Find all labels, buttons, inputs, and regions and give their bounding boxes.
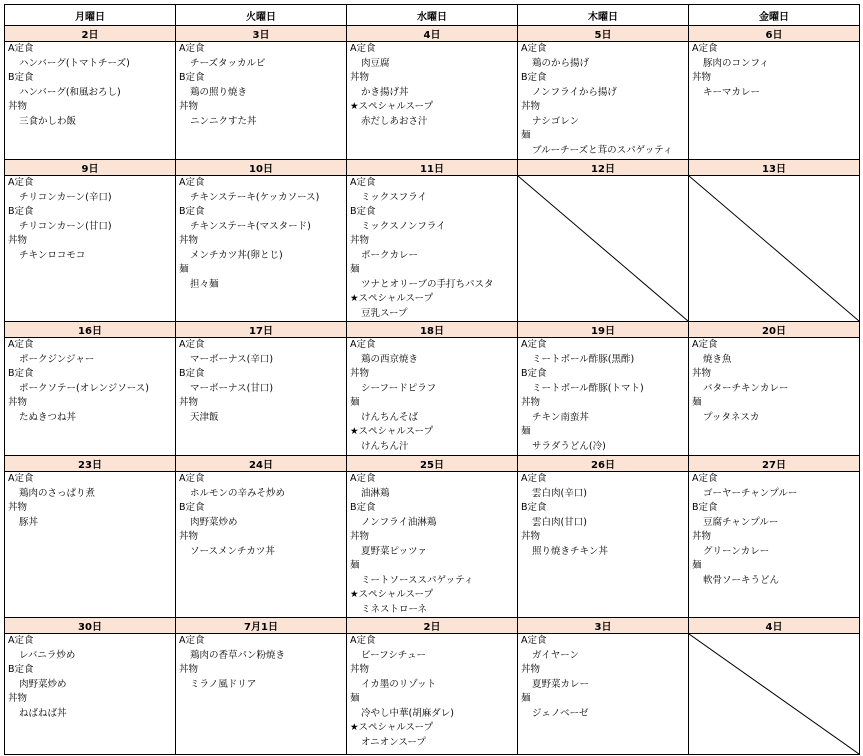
menu-category-label: 丼物 bbox=[8, 693, 28, 704]
day-menu-cell bbox=[5, 472, 176, 618]
menu-dish-name: ねばねば丼 bbox=[19, 707, 67, 719]
menu-category-label: A定食 bbox=[179, 473, 205, 484]
date-cell: 2日 bbox=[5, 26, 176, 42]
menu-dish-name: 鶏の照り焼き bbox=[190, 86, 248, 98]
menu-dish-name: ガイヤーン bbox=[532, 649, 580, 661]
menu-dish-name: 天津飯 bbox=[190, 411, 219, 423]
date-cell: 2日 bbox=[347, 618, 518, 634]
date-cell: 20日 bbox=[689, 322, 860, 338]
date-cell: 30日 bbox=[5, 618, 176, 634]
day-menu-cell bbox=[347, 634, 518, 755]
day-menu-cell bbox=[176, 472, 347, 618]
date-cell: 7月1日 bbox=[176, 618, 347, 634]
no-service-cell bbox=[689, 176, 860, 322]
menu-dish-name: グリーンカレー bbox=[703, 545, 770, 557]
date-cell: 10日 bbox=[176, 160, 347, 176]
menu-dish-name: 雲白肉(甘口) bbox=[532, 516, 587, 528]
menu-category-label: A定食 bbox=[521, 473, 547, 484]
date-cell: 11日 bbox=[347, 160, 518, 176]
day-menu-cell bbox=[347, 338, 518, 456]
date-cell: 9日 bbox=[5, 160, 176, 176]
menu-category-label: 麺 bbox=[692, 560, 702, 571]
date-cell: 12日 bbox=[518, 160, 689, 176]
menu-category-label: 丼物 bbox=[179, 664, 199, 675]
menu-category-label: A定食 bbox=[521, 339, 547, 350]
day-menu-cell bbox=[5, 176, 176, 322]
menu-category-label: B定食 bbox=[8, 206, 34, 217]
menu-dish-name: 肉野菜炒め bbox=[190, 516, 238, 528]
menu-category-label: 麺 bbox=[179, 264, 189, 275]
menu-category-label: B定食 bbox=[521, 368, 547, 379]
menu-dish-name: 鶏のから揚げ bbox=[532, 57, 590, 69]
date-cell: 6日 bbox=[689, 26, 860, 42]
menu-category-label: A定食 bbox=[350, 339, 376, 350]
menu-category-label: B定食 bbox=[521, 502, 547, 513]
menu-category-label: B定食 bbox=[521, 72, 547, 83]
date-cell: 19日 bbox=[518, 322, 689, 338]
menu-dish-name: 鶏肉のさっぱり煮 bbox=[19, 487, 96, 499]
menu-category-label: B定食 bbox=[8, 664, 34, 675]
menu-dish-name: キーマカレー bbox=[703, 86, 761, 98]
menu-category-label: B定食 bbox=[8, 368, 34, 379]
menu-category-label: 丼物 bbox=[350, 664, 370, 675]
menu-dish-name: 冷やし中華(胡麻ダレ) bbox=[361, 707, 454, 719]
menu-category-label: B定食 bbox=[692, 502, 718, 513]
menu-category-label: 丼物 bbox=[8, 397, 28, 408]
date-cell: 4日 bbox=[689, 618, 860, 634]
menu-category-label: 丼物 bbox=[179, 531, 199, 542]
menu-category-label: A定食 bbox=[179, 43, 205, 54]
menu-category-label: 丼物 bbox=[350, 72, 370, 83]
date-row bbox=[5, 160, 860, 176]
menu-category-label: 丼物 bbox=[521, 397, 541, 408]
menu-dish-name: 軟骨ソーキうどん bbox=[703, 574, 780, 586]
menu-category-label: 丼物 bbox=[521, 664, 541, 675]
menu-category-label: 丼物 bbox=[350, 531, 370, 542]
menu-dish-name: ツナとオリーブの手打ちパスタ bbox=[361, 278, 494, 290]
day-menu-cell bbox=[176, 634, 347, 755]
menu-dish-name: ミートソーススパゲッティ bbox=[361, 574, 474, 586]
menu-category-label: A定食 bbox=[692, 339, 718, 350]
day-menu-cell bbox=[5, 634, 176, 755]
menu-category-label: 麺 bbox=[521, 426, 531, 437]
menu-dish-name: チキンステーキ(マスタード) bbox=[190, 220, 311, 232]
menu-dish-name: ミートボール酢豚(黒酢) bbox=[532, 353, 635, 365]
date-cell: 25日 bbox=[347, 456, 518, 472]
menu-category-label: 丼物 bbox=[692, 368, 712, 379]
menu-dish-name: 肉野菜炒め bbox=[19, 678, 67, 690]
menu-row bbox=[5, 176, 860, 322]
menu-category-label: 麺 bbox=[692, 397, 702, 408]
no-service-slash-icon bbox=[689, 176, 859, 321]
menu-dish-name: ミートボール酢豚(トマト) bbox=[532, 382, 644, 394]
menu-category-label: ★スペシャルスープ bbox=[350, 722, 434, 733]
menu-category-label: B定食 bbox=[8, 72, 34, 83]
menu-category-label: A定食 bbox=[8, 339, 34, 350]
menu-dish-name: マーボーナス(甘口) bbox=[190, 382, 274, 394]
menu-category-label: ★スペシャルスープ bbox=[350, 426, 434, 437]
menu-category-label: B定食 bbox=[179, 368, 205, 379]
menu-dish-name: 鶏の西京焼き bbox=[361, 353, 419, 365]
menu-dish-name: チーズタッカルビ bbox=[190, 57, 266, 69]
menu-dish-name: ノンフライから揚げ bbox=[532, 86, 617, 98]
menu-category-label: 丼物 bbox=[8, 235, 28, 246]
date-cell: 27日 bbox=[689, 456, 860, 472]
menu-category-label: 麺 bbox=[350, 397, 360, 408]
menu-dish-name: 夏野菜ピッツァ bbox=[361, 545, 428, 557]
date-row bbox=[5, 322, 860, 338]
menu-category-label: A定食 bbox=[350, 635, 376, 646]
menu-category-label: 丼物 bbox=[179, 235, 199, 246]
menu-category-label: B定食 bbox=[179, 502, 205, 513]
menu-category-label: A定食 bbox=[350, 177, 376, 188]
menu-category-label: A定食 bbox=[8, 43, 34, 54]
menu-dish-name: 豚肉のコンフィ bbox=[703, 57, 769, 69]
date-row bbox=[5, 618, 860, 634]
menu-category-label: B定食 bbox=[179, 72, 205, 83]
day-menu-cell bbox=[176, 176, 347, 322]
menu-dish-name: プッタネスカ bbox=[703, 411, 760, 423]
menu-dish-name: 豆乳スープ bbox=[361, 307, 408, 319]
menu-dish-name: ミックスノンフライ bbox=[361, 220, 446, 232]
date-cell: 13日 bbox=[689, 160, 860, 176]
menu-dish-name: ジェノベーゼ bbox=[532, 707, 589, 719]
menu-category-label: A定食 bbox=[692, 473, 718, 484]
menu-dish-name: ハンバーグ(和風おろし) bbox=[19, 86, 121, 98]
menu-category-label: A定食 bbox=[521, 635, 547, 646]
date-row bbox=[5, 26, 860, 42]
day-menu-cell bbox=[176, 338, 347, 456]
menu-dish-name: けんちん汁 bbox=[361, 440, 409, 452]
date-cell: 17日 bbox=[176, 322, 347, 338]
menu-dish-name: ブルーチーズと茸のスパゲッティ bbox=[532, 144, 673, 156]
menu-dish-name: ホルモンの辛みそ炒め bbox=[190, 487, 286, 499]
menu-category-label: 丼物 bbox=[8, 502, 28, 513]
day-menu-cell bbox=[689, 338, 860, 456]
menu-dish-name: ポークジンジャー bbox=[19, 353, 95, 365]
menu-dish-name: チキンステーキ(ケッカソース) bbox=[190, 191, 320, 203]
menu-dish-name: ゴーヤーチャンプルー bbox=[703, 487, 798, 499]
menu-category-label: 麺 bbox=[350, 693, 360, 704]
menu-category-label: ★スペシャルスープ bbox=[350, 101, 434, 112]
menu-dish-name: ノンフライ油淋鶏 bbox=[361, 516, 437, 528]
menu-dish-name: チリコンカーン(辛口) bbox=[19, 191, 112, 203]
date-row bbox=[5, 456, 860, 472]
date-cell: 3日 bbox=[518, 618, 689, 634]
menu-dish-name: メンチカツ丼(卵とじ) bbox=[190, 249, 283, 261]
menu-dish-name: マーボーナス(辛口) bbox=[190, 353, 274, 365]
day-menu-cell bbox=[689, 42, 860, 160]
menu-category-label: B定食 bbox=[179, 206, 205, 217]
date-cell: 4日 bbox=[347, 26, 518, 42]
menu-dish-name: レバニラ炒め bbox=[19, 649, 76, 661]
day-menu-cell bbox=[347, 472, 518, 618]
menu-category-label: 丼物 bbox=[350, 235, 370, 246]
date-cell: 18日 bbox=[347, 322, 518, 338]
menu-dish-name: チリコンカーン(甘口) bbox=[19, 220, 112, 232]
menu-dish-name: 照り焼きチキン丼 bbox=[532, 545, 608, 557]
day-menu-cell bbox=[689, 472, 860, 618]
menu-category-label: 丼物 bbox=[521, 101, 541, 112]
menu-category-label: 丼物 bbox=[8, 101, 28, 112]
menu-dish-name: ミネストローネ bbox=[361, 603, 428, 615]
menu-dish-name: ミラノ風ドリア bbox=[190, 678, 257, 690]
menu-category-label: 丼物 bbox=[179, 101, 199, 112]
no-service-slash-icon bbox=[689, 634, 859, 754]
no-service-slash-icon bbox=[518, 176, 688, 321]
menu-dish-name: 豚丼 bbox=[19, 516, 39, 528]
menu-dish-name: 赤だしあおさ汁 bbox=[361, 115, 428, 127]
menu-dish-name: ポークソテー(オレンジソース) bbox=[19, 382, 149, 394]
menu-dish-name: オニオンスープ bbox=[361, 736, 426, 748]
menu-dish-name: サラダうどん(冷) bbox=[532, 440, 606, 452]
menu-category-label: 丼物 bbox=[692, 531, 712, 542]
day-menu-cell bbox=[347, 176, 518, 322]
date-cell: 3日 bbox=[176, 26, 347, 42]
day-menu-cell bbox=[518, 634, 689, 755]
menu-dish-name: チキン南蛮丼 bbox=[532, 411, 589, 423]
menu-row bbox=[5, 42, 860, 160]
menu-category-label: A定食 bbox=[8, 635, 34, 646]
menu-dish-name: 担々麺 bbox=[190, 278, 219, 290]
menu-dish-name: 焼き魚 bbox=[703, 353, 732, 365]
no-service-cell bbox=[689, 634, 860, 755]
date-cell: 16日 bbox=[5, 322, 176, 338]
menu-dish-name: かき揚げ丼 bbox=[361, 86, 409, 98]
menu-category-label: 麺 bbox=[350, 264, 360, 275]
menu-category-label: ★スペシャルスープ bbox=[350, 589, 434, 600]
menu-dish-name: けんちんそば bbox=[361, 411, 419, 423]
menu-dish-name: ビーフシチュー bbox=[361, 649, 426, 661]
menu-dish-name: バターチキンカレー bbox=[703, 382, 789, 394]
menu-category-label: A定食 bbox=[350, 43, 376, 54]
menu-category-label: A定食 bbox=[521, 43, 547, 54]
menu-category-label: A定食 bbox=[8, 177, 34, 188]
menu-dish-name: たぬきつね丼 bbox=[19, 411, 77, 423]
date-cell: 26日 bbox=[518, 456, 689, 472]
day-menu-cell bbox=[518, 42, 689, 160]
weekday-wednesday: 水曜日 bbox=[347, 5, 518, 26]
menu-category-label: A定食 bbox=[692, 43, 718, 54]
menu-category-label: A定食 bbox=[179, 177, 205, 188]
day-menu-cell bbox=[518, 472, 689, 618]
menu-category-label: A定食 bbox=[179, 339, 205, 350]
menu-dish-name: 夏野菜カレー bbox=[532, 678, 590, 690]
menu-dish-name: ミックスフライ bbox=[361, 191, 427, 203]
menu-row bbox=[5, 634, 860, 755]
no-service-cell bbox=[518, 176, 689, 322]
weekday-tuesday: 火曜日 bbox=[176, 5, 347, 26]
date-cell: 24日 bbox=[176, 456, 347, 472]
menu-row bbox=[5, 472, 860, 618]
menu-dish-name: ハンバーグ(トマトチーズ) bbox=[19, 57, 130, 69]
weekday-friday: 金曜日 bbox=[689, 5, 860, 26]
menu-category-label: ★スペシャルスープ bbox=[350, 293, 434, 304]
menu-category-label: A定食 bbox=[350, 473, 376, 484]
day-menu-cell bbox=[5, 42, 176, 160]
menu-dish-name: 雲白肉(辛口) bbox=[532, 487, 587, 499]
menu-dish-name: 鶏肉の香草パン粉焼き bbox=[190, 649, 286, 661]
menu-category-label: 丼物 bbox=[692, 72, 712, 83]
menu-category-label: 丼物 bbox=[521, 531, 541, 542]
menu-dish-name: チキンロコモコ bbox=[19, 249, 86, 261]
weeks-body bbox=[5, 26, 860, 755]
menu-category-label: 丼物 bbox=[179, 397, 199, 408]
day-menu-cell bbox=[176, 42, 347, 160]
menu-category-label: 丼物 bbox=[350, 368, 370, 379]
menu-dish-name: ポークカレー bbox=[361, 249, 419, 261]
menu-category-label: B定食 bbox=[350, 502, 376, 513]
weekday-header-row bbox=[5, 5, 860, 26]
menu-dish-name: 三食かしわ飯 bbox=[19, 115, 77, 127]
lunch-menu-calendar bbox=[4, 4, 860, 755]
menu-dish-name: ソースメンチカツ丼 bbox=[190, 545, 275, 557]
menu-dish-name: 肉豆腐 bbox=[361, 57, 390, 69]
weekday-thursday: 木曜日 bbox=[518, 5, 689, 26]
menu-dish-name: シーフードピラフ bbox=[361, 382, 437, 394]
menu-category-label: 麺 bbox=[350, 560, 360, 571]
menu-category-label: B定食 bbox=[350, 206, 376, 217]
date-cell: 5日 bbox=[518, 26, 689, 42]
menu-category-label: 麺 bbox=[521, 693, 531, 704]
menu-dish-name: ニンニクすた丼 bbox=[190, 115, 257, 127]
menu-dish-name: イカ墨のリゾット bbox=[361, 678, 437, 690]
menu-row bbox=[5, 338, 860, 456]
day-menu-cell bbox=[518, 338, 689, 456]
day-menu-cell bbox=[347, 42, 518, 160]
day-menu-cell bbox=[5, 338, 176, 456]
menu-dish-name: ナシゴレン bbox=[532, 115, 580, 127]
menu-category-label: 麺 bbox=[521, 130, 531, 141]
menu-dish-name: 油淋鶏 bbox=[361, 487, 390, 499]
date-cell: 23日 bbox=[5, 456, 176, 472]
menu-category-label: A定食 bbox=[179, 635, 205, 646]
menu-category-label: A定食 bbox=[8, 473, 34, 484]
weekday-monday: 月曜日 bbox=[5, 5, 176, 26]
menu-dish-name: 豆腐チャンプルー bbox=[703, 516, 779, 528]
